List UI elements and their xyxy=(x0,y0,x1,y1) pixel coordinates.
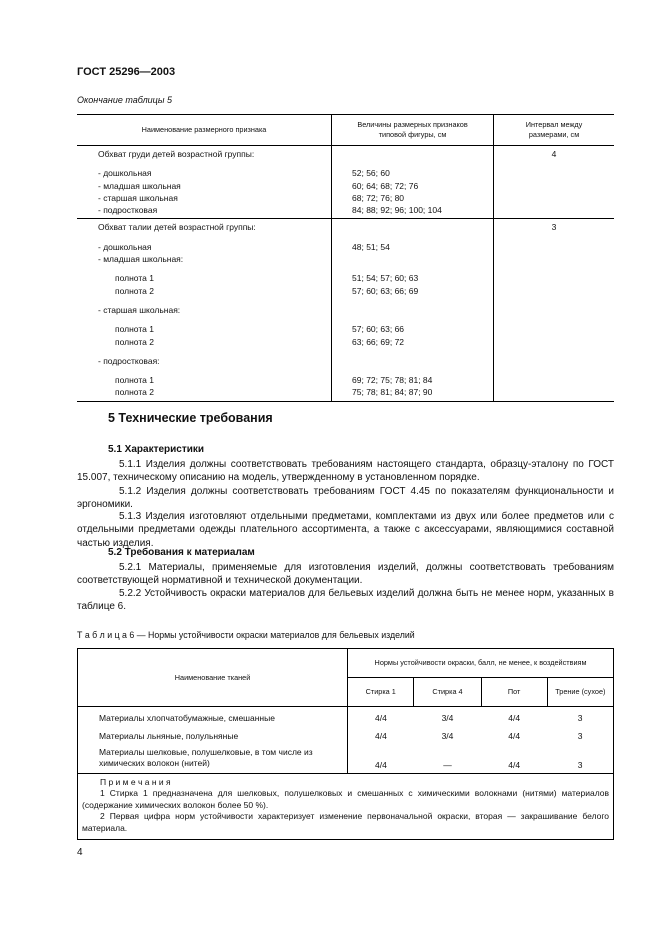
table-5 xyxy=(77,114,614,402)
row-values: 84; 88; 92; 96; 100; 104 xyxy=(352,205,442,216)
page-number: 4 xyxy=(77,847,83,858)
table-row: Материалы льняные, полульняные 4/4 3/4 4/4 3 xyxy=(78,725,614,743)
row-label: - дошкольная xyxy=(98,168,152,179)
row-values: 52; 56; 60 xyxy=(352,168,390,179)
table-row: Материалы шелковые, полушелковые, в том числе из химических волокон (нитей) 4/4 — 4/4 3 xyxy=(78,743,614,774)
row-values: 68; 72; 76; 80 xyxy=(352,192,405,203)
table6-col-friction: Трение (сухое) xyxy=(547,678,613,707)
section-title: 5 Технические требования xyxy=(108,411,273,425)
notes-title: П р и м е ч а н и я xyxy=(100,776,171,787)
paragraph-5-2-1: 5.2.1 Материалы, применяемые для изготовления изделий, должны соответствовать требованиям соответствующей нормативной и технической документации. xyxy=(77,562,614,587)
note-1: 1 Стирка 1 предназначена для шелковых, полушелковых и смешанных с химическими волокнами (нитями) материалов (содержание химических волокон более 50 %). xyxy=(82,788,609,810)
document-header: ГОСТ 25296—2003 xyxy=(77,66,176,78)
table6-col-group: Нормы устойчивости окраски, балл, не менее, к воздействиям xyxy=(348,649,614,678)
paragraph-5-1-2: 5.1.2 Изделия должны соответствовать требованиям ГОСТ 4.45 по показателям функциональности и эргономики. xyxy=(77,486,614,511)
table6-col-sweat: Пот xyxy=(481,678,547,707)
table5-group-waist: Обхват талии детей возрастной группы: - дошкольная - младшая школьная: полнота 1 полнота 2 - старшая школьная: полнота 1 полнота 2 - подростковая: полнота 1 полнота 2 48; 51; 54 51; 54; 57; 60; 63 57; 60; 63; 66; 69 57; 60; 63; 66 63; 66; 69; 72 69; 72; 75; 78; 81; 84 75; 78; 81; 84; 87; 90 3 xyxy=(77,219,614,401)
row-label: - подростковая xyxy=(98,205,158,216)
table5-col-interval: Интервал между размерами, см xyxy=(494,115,614,146)
paragraph-5-2-2: 5.2.2 Устойчивость окраски материалов для бельевых изделий должна быть не менее норм, указанных в таблице 6. xyxy=(77,588,614,613)
paragraph-5-1-1: 5.1.1 Изделия должны соответствовать требованиям настоящего стандарта, образцу-эталону по ГОСТ 15.007, техническому описанию на модель, утвержденному в установленном порядке. xyxy=(77,459,614,484)
table5-col-name: Наименование размерного признака xyxy=(77,115,332,146)
subsection-title: 5.2 Требования к материалам xyxy=(108,547,255,558)
table6-notes xyxy=(78,773,614,839)
table5-col-values: Величины размерных признаков типовой фигуры, см xyxy=(332,115,494,146)
table6-col-wash4: Стирка 4 xyxy=(414,678,481,707)
interval-value: 4 xyxy=(494,146,614,219)
subsection-title: 5.1 Характеристики xyxy=(108,444,205,455)
row-values: 60; 64; 68; 72; 76 xyxy=(352,180,419,191)
table5-group-chest: Обхват груди детей возрастной группы: - дошкольная - младшая школьная - старшая школьная - подростковая 52; 56; 60 60; 64; 68; 72; 76 68; 72; 76; 80 84; 88; 92; 96; 100; 104 4 xyxy=(77,146,614,219)
table-row: Материалы хлопчатобумажные, смешанные 4/4 3/4 4/4 3 xyxy=(78,707,614,725)
interval-value: 3 xyxy=(551,222,557,233)
row-label: - младшая школьная xyxy=(98,180,181,191)
table6-caption: Т а б л и ц а 6 — Нормы устойчивости окраски материалов для бельевых изделий xyxy=(77,630,415,640)
row-label: - старшая школьная xyxy=(98,192,178,203)
table-6 xyxy=(77,648,614,840)
table6-col-name: Наименование тканей xyxy=(78,649,348,707)
note-2: 2 Первая цифра норм устойчивости характеризует изменение первоначальной окраски, вторая — закрашивание белого материала. xyxy=(82,811,609,834)
paragraph-5-1-3: 5.1.3 Изделия изготовляют отдельными предметами, комплектами из двух или более предметов или с отдельными предметами одежды плательного ассортимента, а также с аксессуарами, являющимися составной частью изделия. xyxy=(77,511,614,549)
table6-col-wash1: Стирка 1 xyxy=(348,678,414,707)
table5-caption: Окончание таблицы 5 xyxy=(77,95,172,105)
